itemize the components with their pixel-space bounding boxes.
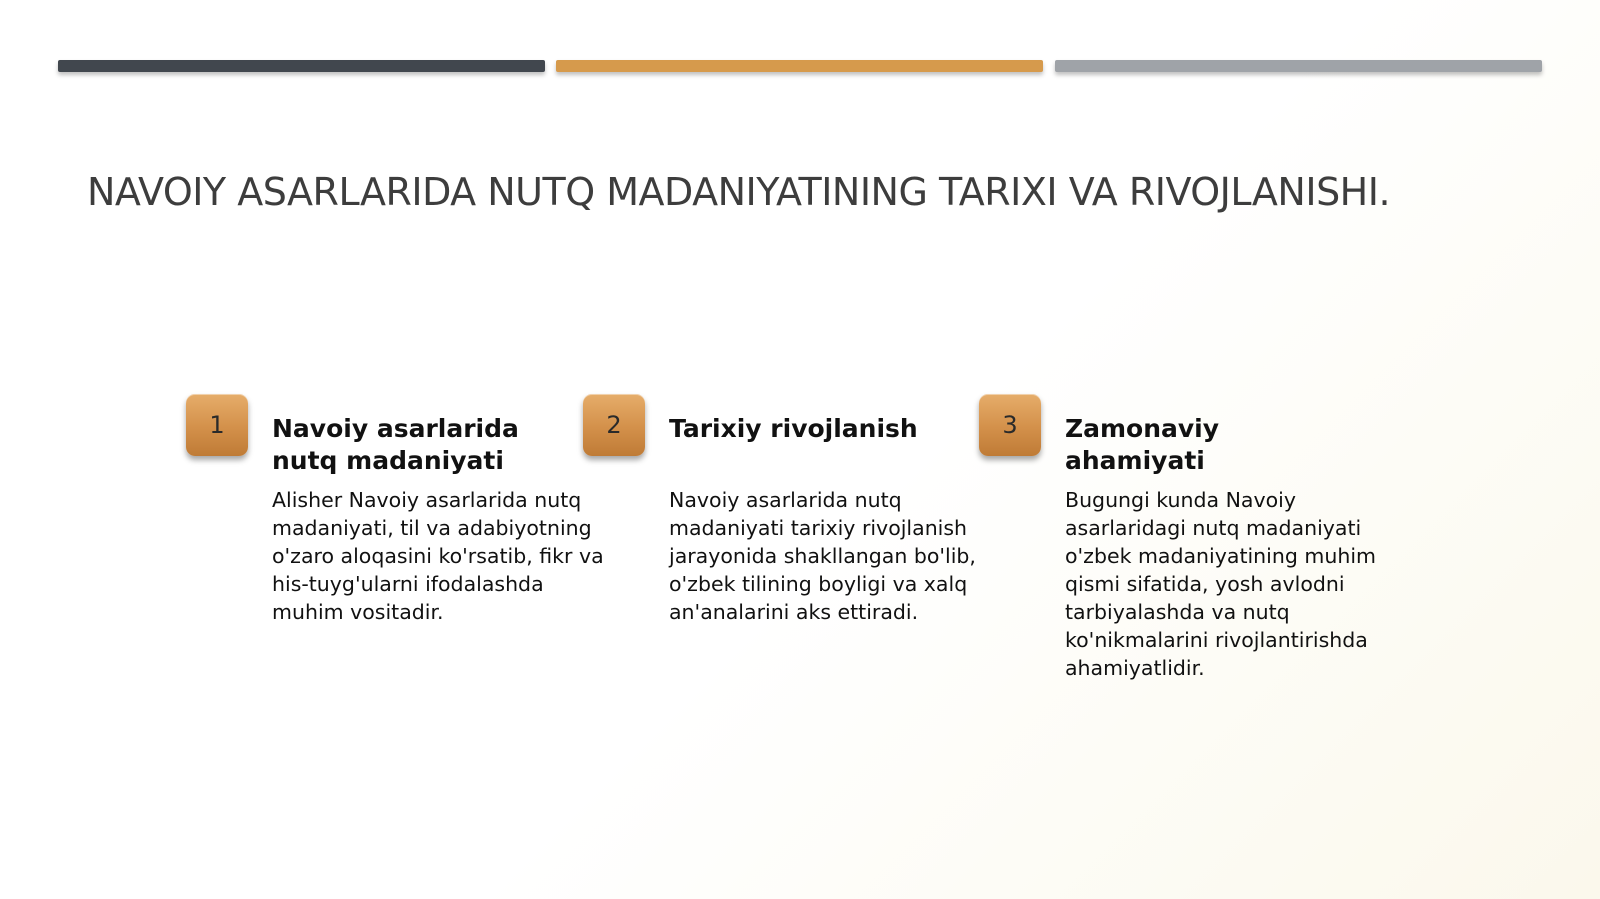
step-heading: Tarixiy rivojlanish bbox=[669, 414, 918, 443]
slide-title: NAVOIY ASARLARIDA NUTQ MADANIYATINING TARIXI VA RIVOJLANISHI. bbox=[87, 170, 1391, 214]
step-number-badge: 1 bbox=[186, 394, 248, 456]
step-2 bbox=[583, 394, 976, 694]
step-heading: Navoiy asarlarida nutq madaniyati bbox=[272, 414, 519, 475]
step-number-badge: 2 bbox=[583, 394, 645, 456]
decorative-bar-gray bbox=[1055, 60, 1542, 72]
step-description: Navoiy asarlarida nutq madaniyati tarixiy rivojlanish jarayonida shakllangan bo'lib, o'zbek tilining boyligi va xalq an'analarini aks ettiradi. bbox=[669, 488, 976, 624]
step-number-badge: 3 bbox=[979, 394, 1041, 456]
decorative-bar-dark bbox=[58, 60, 545, 72]
step-1 bbox=[186, 394, 604, 694]
decorative-bar-orange bbox=[556, 60, 1043, 72]
step-3 bbox=[979, 394, 1377, 694]
step-heading: Zamonaviy ahamiyati bbox=[1065, 414, 1220, 475]
step-description: Bugungi kunda Navoiy asarlaridagi nutq madaniyati o'zbek madaniyatining muhim qismi sifatida, yosh avlodni tarbiyalashda va nutq ko'nikmalarini rivojlantirishda ahamiyatlidir. bbox=[1065, 488, 1377, 680]
step-description: Alisher Navoiy asarlarida nutq madaniyati, til va adabiyotning o'zaro aloqasini ko'rsatib, fikr va his-tuyg'ularni ifodalashda muhim vositadir. bbox=[272, 488, 604, 624]
